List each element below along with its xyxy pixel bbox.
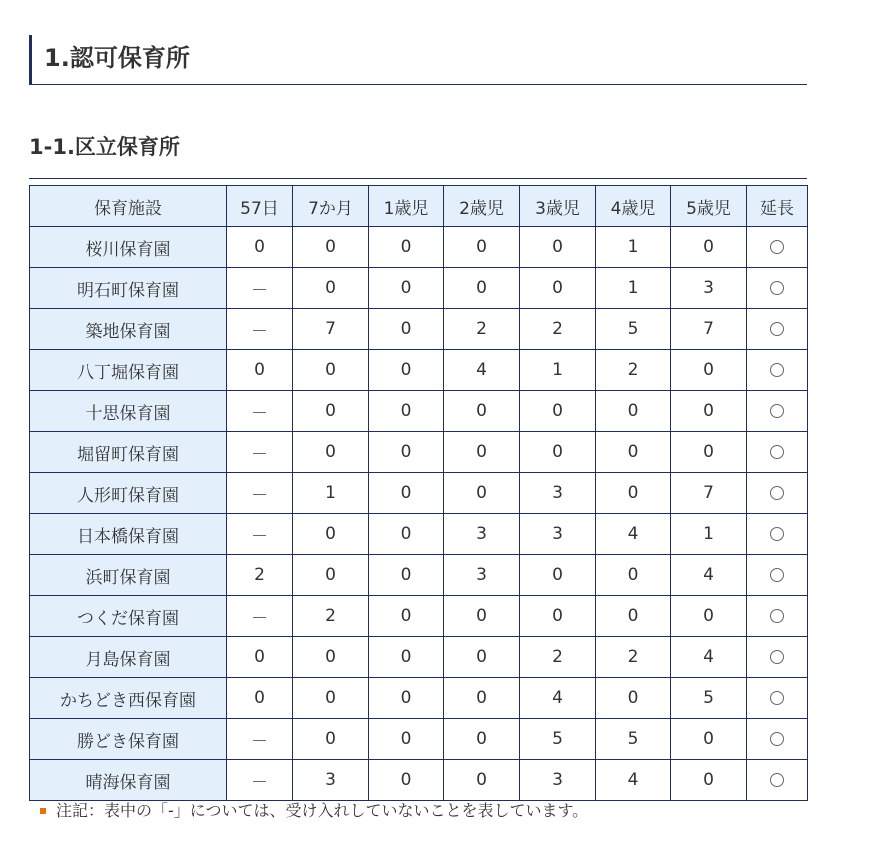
- vacancy-cell: 5: [596, 309, 671, 350]
- table-header-row: [30, 186, 808, 227]
- table-row: [30, 760, 808, 801]
- page-title: 1.認可保育所: [29, 35, 807, 85]
- facility-name-cell: 晴海保育園: [30, 760, 227, 801]
- vacancy-cell: 0: [444, 432, 520, 473]
- circle-icon: [770, 568, 784, 582]
- table-row: [30, 350, 808, 391]
- vacancy-cell: 0: [444, 596, 520, 637]
- table-row: [30, 227, 808, 268]
- vacancy-cell: 0: [444, 637, 520, 678]
- extended-care-cell: [747, 596, 808, 637]
- vacancy-cell: 4: [671, 555, 747, 596]
- facility-name-cell: 明石町保育園: [30, 268, 227, 309]
- vacancy-cell: 0: [596, 432, 671, 473]
- vacancy-cell: 0: [444, 268, 520, 309]
- vacancy-cell: 0: [227, 678, 293, 719]
- column-header: 延長: [747, 186, 808, 227]
- vacancy-cell: 0: [444, 391, 520, 432]
- circle-icon: [770, 486, 784, 500]
- vacancy-cell: 0: [369, 268, 444, 309]
- vacancy-cell: 1: [596, 227, 671, 268]
- extended-care-cell: [747, 678, 808, 719]
- extended-care-cell: [747, 268, 808, 309]
- table-row: [30, 637, 808, 678]
- vacancy-cell: －: [227, 432, 293, 473]
- footnote-text: 注記：表中の「-」については、受け入れしていないことを表しています。: [56, 801, 589, 820]
- vacancy-cell: 7: [671, 309, 747, 350]
- vacancy-cell: 0: [671, 596, 747, 637]
- vacancy-cell: －: [227, 719, 293, 760]
- vacancy-cell: －: [227, 309, 293, 350]
- vacancy-cell: 4: [596, 760, 671, 801]
- vacancy-cell: 2: [596, 350, 671, 391]
- vacancy-cell: 0: [293, 268, 369, 309]
- vacancy-cell: 0: [293, 514, 369, 555]
- vacancy-cell: 0: [293, 227, 369, 268]
- extended-care-cell: [747, 473, 808, 514]
- vacancy-cell: 1: [520, 350, 596, 391]
- table-row: [30, 432, 808, 473]
- circle-icon: [770, 281, 784, 295]
- extended-care-cell: [747, 514, 808, 555]
- vacancy-cell: 3: [293, 760, 369, 801]
- vacancy-cell: 5: [671, 678, 747, 719]
- facility-name-cell: 勝どき保育園: [30, 719, 227, 760]
- circle-icon: [770, 404, 784, 418]
- vacancy-cell: 0: [671, 719, 747, 760]
- column-header: 保育施設: [30, 186, 227, 227]
- vacancy-cell: 0: [369, 760, 444, 801]
- vacancy-cell: 2: [520, 309, 596, 350]
- circle-icon: [770, 527, 784, 541]
- table-row: [30, 268, 808, 309]
- vacancy-cell: 3: [520, 473, 596, 514]
- vacancy-cell: 0: [671, 227, 747, 268]
- vacancy-cell: 0: [293, 350, 369, 391]
- extended-care-cell: [747, 227, 808, 268]
- footnote: [40, 799, 588, 823]
- vacancy-cell: 0: [369, 719, 444, 760]
- column-header: 3歳児: [520, 186, 596, 227]
- circle-icon: [770, 322, 784, 336]
- vacancy-cell: 0: [520, 555, 596, 596]
- facility-name-cell: 十思保育園: [30, 391, 227, 432]
- vacancy-cell: 4: [596, 514, 671, 555]
- vacancy-cell: 2: [227, 555, 293, 596]
- vacancy-cell: 7: [293, 309, 369, 350]
- table-row: [30, 678, 808, 719]
- availability-table: [29, 185, 808, 801]
- vacancy-cell: 3: [520, 514, 596, 555]
- vacancy-cell: 0: [671, 350, 747, 391]
- square-bullet-icon: [40, 808, 46, 814]
- circle-icon: [770, 650, 784, 664]
- vacancy-cell: 0: [369, 637, 444, 678]
- section-title: 1-1.区立保育所: [29, 127, 807, 179]
- column-header: 4歳児: [596, 186, 671, 227]
- vacancy-cell: 0: [369, 432, 444, 473]
- table-row: [30, 473, 808, 514]
- extended-care-cell: [747, 637, 808, 678]
- column-header: 2歳児: [444, 186, 520, 227]
- table-row: [30, 391, 808, 432]
- vacancy-cell: 2: [293, 596, 369, 637]
- vacancy-cell: 1: [293, 473, 369, 514]
- vacancy-cell: 7: [671, 473, 747, 514]
- vacancy-cell: 2: [520, 637, 596, 678]
- vacancy-cell: 0: [596, 596, 671, 637]
- vacancy-cell: 3: [444, 555, 520, 596]
- vacancy-cell: －: [227, 514, 293, 555]
- vacancy-cell: 0: [596, 678, 671, 719]
- vacancy-cell: 3: [444, 514, 520, 555]
- facility-name-cell: 日本橋保育園: [30, 514, 227, 555]
- extended-care-cell: [747, 760, 808, 801]
- vacancy-cell: －: [227, 391, 293, 432]
- table-row: [30, 555, 808, 596]
- vacancy-cell: 0: [369, 391, 444, 432]
- vacancy-cell: 0: [369, 473, 444, 514]
- facility-name-cell: 人形町保育園: [30, 473, 227, 514]
- vacancy-cell: 0: [227, 637, 293, 678]
- vacancy-cell: 0: [671, 760, 747, 801]
- extended-care-cell: [747, 555, 808, 596]
- table-row: [30, 309, 808, 350]
- vacancy-cell: 0: [227, 350, 293, 391]
- circle-icon: [770, 732, 784, 746]
- facility-name-cell: かちどき西保育園: [30, 678, 227, 719]
- vacancy-cell: 0: [671, 391, 747, 432]
- vacancy-cell: 0: [369, 309, 444, 350]
- vacancy-cell: 1: [671, 514, 747, 555]
- vacancy-cell: 0: [293, 391, 369, 432]
- vacancy-cell: 0: [369, 350, 444, 391]
- vacancy-cell: 4: [671, 637, 747, 678]
- facility-name-cell: 堀留町保育園: [30, 432, 227, 473]
- vacancy-cell: 0: [520, 227, 596, 268]
- vacancy-cell: 0: [369, 555, 444, 596]
- vacancy-cell: 5: [520, 719, 596, 760]
- circle-icon: [770, 609, 784, 623]
- vacancy-cell: 0: [444, 760, 520, 801]
- circle-icon: [770, 691, 784, 705]
- vacancy-cell: 0: [596, 473, 671, 514]
- extended-care-cell: [747, 432, 808, 473]
- table-row: [30, 596, 808, 637]
- vacancy-cell: 0: [671, 432, 747, 473]
- vacancy-cell: 0: [369, 596, 444, 637]
- facility-name-cell: つくだ保育園: [30, 596, 227, 637]
- vacancy-cell: 0: [444, 473, 520, 514]
- vacancy-cell: 0: [596, 391, 671, 432]
- vacancy-cell: 0: [227, 227, 293, 268]
- facility-name-cell: 八丁堀保育園: [30, 350, 227, 391]
- vacancy-cell: 0: [369, 678, 444, 719]
- vacancy-cell: 0: [444, 678, 520, 719]
- circle-icon: [770, 240, 784, 254]
- extended-care-cell: [747, 350, 808, 391]
- column-header: 57日: [227, 186, 293, 227]
- facility-name-cell: 築地保育園: [30, 309, 227, 350]
- table-row: [30, 514, 808, 555]
- extended-care-cell: [747, 719, 808, 760]
- vacancy-cell: 0: [444, 719, 520, 760]
- vacancy-cell: 0: [520, 391, 596, 432]
- facility-name-cell: 桜川保育園: [30, 227, 227, 268]
- vacancy-cell: 3: [520, 760, 596, 801]
- vacancy-cell: 3: [671, 268, 747, 309]
- vacancy-cell: 0: [596, 555, 671, 596]
- vacancy-cell: 0: [520, 432, 596, 473]
- vacancy-cell: －: [227, 596, 293, 637]
- vacancy-cell: 0: [293, 432, 369, 473]
- facility-name-cell: 月島保育園: [30, 637, 227, 678]
- circle-icon: [770, 445, 784, 459]
- extended-care-cell: [747, 391, 808, 432]
- vacancy-cell: 0: [520, 268, 596, 309]
- vacancy-cell: 0: [293, 637, 369, 678]
- vacancy-cell: 0: [293, 719, 369, 760]
- column-header: 7か月: [293, 186, 369, 227]
- vacancy-cell: 2: [596, 637, 671, 678]
- vacancy-cell: 0: [293, 555, 369, 596]
- vacancy-cell: 0: [444, 227, 520, 268]
- vacancy-cell: 2: [444, 309, 520, 350]
- table-row: [30, 719, 808, 760]
- column-header: 5歳児: [671, 186, 747, 227]
- extended-care-cell: [747, 309, 808, 350]
- circle-icon: [770, 363, 784, 377]
- facility-name-cell: 浜町保育園: [30, 555, 227, 596]
- vacancy-cell: 0: [293, 678, 369, 719]
- circle-icon: [770, 773, 784, 787]
- vacancy-cell: 4: [444, 350, 520, 391]
- vacancy-cell: 5: [596, 719, 671, 760]
- vacancy-cell: 0: [520, 596, 596, 637]
- vacancy-cell: －: [227, 473, 293, 514]
- vacancy-cell: 1: [596, 268, 671, 309]
- vacancy-cell: 0: [369, 227, 444, 268]
- vacancy-cell: －: [227, 760, 293, 801]
- vacancy-cell: 0: [369, 514, 444, 555]
- vacancy-cell: 4: [520, 678, 596, 719]
- column-header: 1歳児: [369, 186, 444, 227]
- vacancy-cell: －: [227, 268, 293, 309]
